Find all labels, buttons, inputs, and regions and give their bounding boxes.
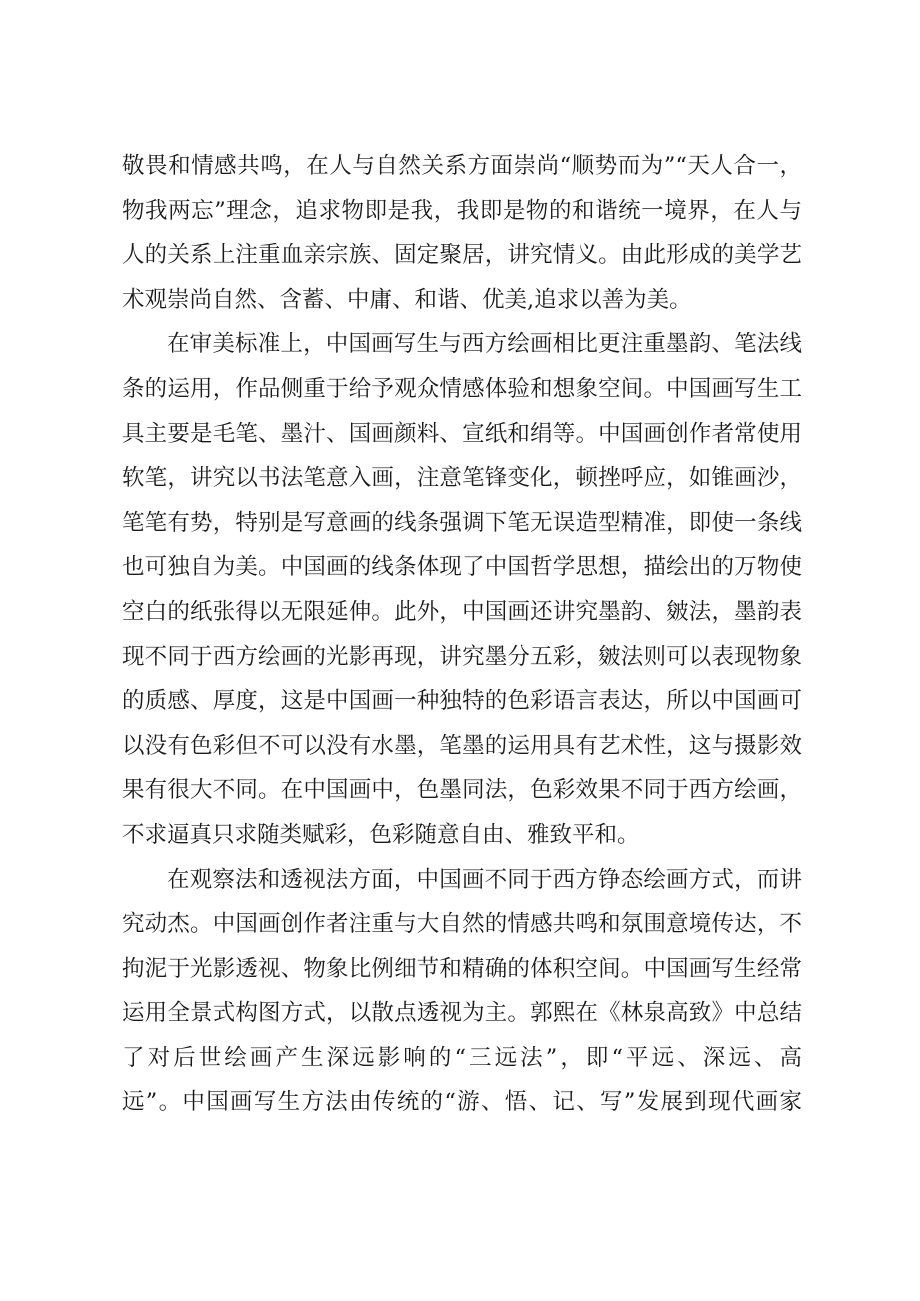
text-line: 了对后世绘画产生深远影响的“三远法”，即“平远、深远、高 <box>122 1044 802 1071</box>
text-line: 也可独自为美。中国画的线条体现了中国哲学思想，描绘出的万物使 <box>122 554 802 581</box>
text-line: 具主要是毛笔、墨汁、国画颜料、宣纸和绢等。中国画创作者常使用 <box>122 420 802 447</box>
paragraph-3 <box>122 858 802 1126</box>
text-line: 敬畏和情感共鸣，在人与自然关系方面崇尚“顺势而为”“天人合一， <box>122 153 802 179</box>
text-line: 的质感、厚度，这是中国画一种独特的色彩语言表达，所以中国画可 <box>122 688 802 715</box>
text-line: 物我两忘”理念，追求物即是我，我即是物的和谐统一境界，在人与 <box>122 197 802 224</box>
text-line: 以没有色彩但不可以没有水墨，笔墨的运用具有艺术性，这与摄影效 <box>122 732 802 759</box>
text-line: 空白的纸张得以无限延伸。此外，中国画还讲究墨韵、皴法，墨韵表 <box>122 598 802 625</box>
text-line: 笔笔有势，特别是写意画的线条强调下笔无误造型精准，即使一条线 <box>122 509 802 536</box>
text-line: 现不同于西方绘画的光影再现，讲究墨分五彩，皴法则可以表现物象 <box>122 643 802 670</box>
text-line: 在观察法和透视法方面，中国画不同于西方铮态绘画方式，而讲 <box>167 866 802 893</box>
text-line: 人的关系上注重血亲宗族、固定聚居，讲究情义。由此形成的美学艺 <box>122 242 802 269</box>
text-line: 究动杰。中国画创作者注重与大自然的情感共鸣和氛围意境传达，不 <box>122 911 802 938</box>
text-line: 术观崇尚自然、含蓄、中庸、和谐、优美,追求以善为美。 <box>122 286 692 313</box>
paragraph-1 <box>122 144 802 322</box>
text-line: 不求逼真只求随类赋彩，色彩随意自由、雅致平和。 <box>122 821 640 848</box>
body-text <box>122 144 802 1125</box>
text-line: 果有很大不同。在中国画中，色墨同法，色彩效果不同于西方绘画， <box>122 777 802 804</box>
paragraph-2 <box>122 322 802 857</box>
text-line: 在审美标准上，中国画写生与西方绘画相比更注重墨韵、笔法线 <box>167 331 802 358</box>
text-line: 软笔，讲究以书法笔意入画，注意笔锋变化，顿挫呼应，如锥画沙， <box>122 465 802 492</box>
text-line: 运用全景式构图方式，以散点透视为主。郭熙在《林泉高致》中总结 <box>122 1000 802 1027</box>
text-line: 条的运用，作品侧重于给予观众情感体验和想象空间。中国画写生工 <box>122 375 802 402</box>
text-line: 远”。中国画写生方法由传统的“游、悟、记、写”发展到现代画家 <box>122 1089 802 1116</box>
text-line: 拘泥于光影透视、物象比例细节和精确的体积空间。中国画写生经常 <box>122 955 802 982</box>
